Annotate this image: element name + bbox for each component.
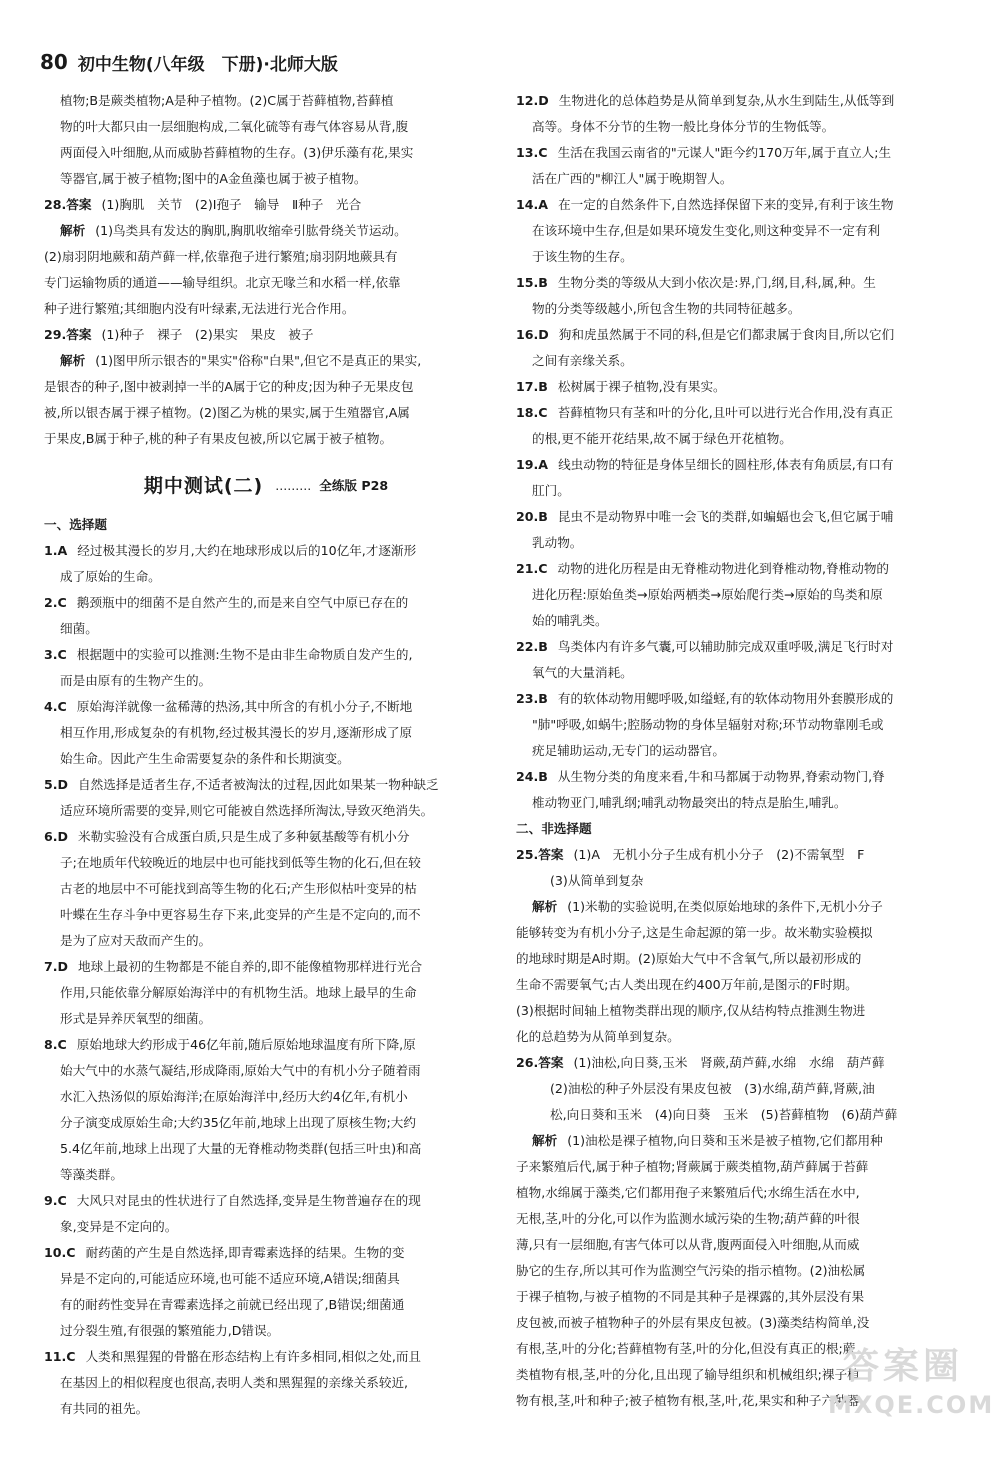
text-line — [44, 798, 488, 824]
right-column — [516, 88, 964, 1414]
line-text: 化的总趋势为从简单到复杂。 — [516, 1029, 680, 1044]
line-text: 有根,茎,叶的分化;苔藓植物有茎,叶的分化,但没有真正的根;蕨 — [516, 1341, 856, 1356]
line-text: 种子进行繁殖;其细胞内没有叶绿素,无法进行光合作用。 — [44, 301, 355, 316]
line-text: 生命不需要氧气;古人类出现在约400万年前,是图示的F时期。 — [516, 977, 858, 992]
text-line — [516, 530, 964, 556]
text-line — [516, 686, 964, 712]
line-text: 5.4亿年前,地球上出现了大量的无脊椎动物类群(包括三叶虫)和高 — [60, 1141, 422, 1156]
watermark-text-url: MXQE.COM — [828, 1391, 995, 1419]
item-label: 17.B — [516, 379, 548, 394]
section-name: 期中测试(二) — [143, 475, 264, 497]
text-line — [516, 738, 964, 764]
text-line — [516, 842, 964, 868]
line-text: 狗和虎虽然属于不同的科,但是它们都隶属于食肉目,所以它们 — [558, 327, 895, 342]
item-label: 21.C — [516, 561, 548, 576]
line-text: 专门运输物质的通道——输导组织。北京无喙兰和水稻一样,依靠 — [44, 275, 401, 290]
item-label: 19.A — [516, 457, 549, 472]
text-line — [516, 1050, 964, 1076]
line-text: 苔藓植物只有茎和叶的分化,且叶可以进行光合作用,没有真正 — [557, 405, 894, 420]
line-text: 的地球时期是A时期。(2)原始大气中不含氧气,所以最初形成的 — [516, 951, 862, 966]
line-text: (3)根据时间轴上植物类群出现的顺序,仅从结构特点推测生物进 — [516, 1003, 866, 1018]
watermark-text-cn: 答案圈 — [842, 1346, 963, 1387]
item-label: 1.A — [44, 543, 68, 558]
line-text: 成了原始的生命。 — [60, 569, 161, 584]
text-line — [516, 1284, 964, 1310]
item-label: 10.C — [44, 1245, 76, 1260]
line-text: 等藻类群。 — [60, 1167, 123, 1182]
text-line — [44, 876, 488, 902]
line-text: 生活在我国云南省的"元谋人"距今约170万年,属于直立人;生 — [557, 145, 892, 160]
text-line — [44, 928, 488, 954]
book-title: 初中生物(八年级 下册)·北师大版 — [77, 54, 338, 75]
line-text: 相互作用,形成复杂的有机物,经过极其漫长的岁月,逐渐形成了原 — [60, 725, 413, 740]
line-text: 昆虫不是动物界中唯一会飞的类群,如蝙蝠也会飞,但它属于哺 — [557, 509, 894, 524]
item-label: 20.B — [516, 509, 548, 524]
line-text: 大风只对昆虫的性状进行了自然选择,变异是生物普遍存在的现 — [76, 1193, 421, 1208]
item-label: 23.B — [516, 691, 548, 706]
item-label: 11.C — [44, 1349, 76, 1364]
text-line — [516, 270, 964, 296]
line-text: 鸟类体内有许多气囊,可以辅助肺完成双重呼吸,满足飞行时对 — [557, 639, 894, 654]
text-line — [44, 1292, 488, 1318]
line-text: (2)扇羽阴地蕨和葫芦藓一样,依靠孢子进行繁殖;扇羽阴地蕨具有 — [44, 249, 398, 264]
text-line — [44, 720, 488, 746]
item-label: 16.D — [516, 327, 549, 342]
page-header — [40, 44, 960, 80]
text-line — [44, 1318, 488, 1344]
text-line — [516, 712, 964, 738]
line-text: 在该环境中生存,但是如果环境发生变化,则这种变异不一定有利 — [532, 223, 881, 238]
text-line — [516, 166, 964, 192]
line-text: 原始地球大约形成于46亿年前,随后原始地球温度有所下降,原 — [76, 1037, 416, 1052]
line-text: 植物;B是蕨类植物;A是种子植物。(2)C属于苔藓植物,苔藓植 — [60, 93, 394, 108]
line-text: 经过极其漫长的岁月,大约在地球形成以后的10亿年,才逐渐形 — [77, 543, 417, 558]
text-line — [516, 88, 964, 114]
text-line — [44, 218, 488, 244]
text-line — [44, 374, 488, 400]
text-line — [516, 1310, 964, 1336]
item-label: 9.C — [44, 1193, 67, 1208]
text-line — [44, 1370, 488, 1396]
item-label: 29.答案 — [44, 327, 92, 342]
text-line — [516, 452, 964, 478]
line-text: 肛门。 — [532, 483, 570, 498]
text-line — [44, 538, 488, 564]
text-line — [44, 772, 488, 798]
item-label: 7.D — [44, 959, 69, 974]
line-text: 椎动物亚门,哺乳纲;哺乳动物最突出的特点是胎生,哺乳。 — [532, 795, 847, 810]
text-line — [516, 504, 964, 530]
watermark-logo — [828, 1344, 995, 1434]
line-text: 耐药菌的产生是自然选择,即青霉素选择的结果。生物的变 — [85, 1245, 405, 1260]
line-text: 于该生物的生存。 — [532, 249, 633, 264]
left-column — [44, 88, 488, 1422]
text-line — [44, 564, 488, 590]
line-text: (3)从简单到复杂 — [550, 873, 644, 888]
choice-heading: 一、选择题 — [44, 517, 107, 532]
line-text: (1)油松是裸子植物,向日葵和玉米是被子植物,它们都用种 — [567, 1133, 883, 1148]
text-line — [516, 582, 964, 608]
text-line — [516, 322, 964, 348]
text-line — [44, 954, 488, 980]
text-line — [44, 1266, 488, 1292]
line-text: 异是不定向的,可能适应环境,也可能不适应环境,A错误;细菌具 — [60, 1271, 400, 1286]
text-line — [516, 114, 964, 140]
text-line — [44, 1006, 488, 1032]
line-text: 被,所以银杏属于裸子植物。(2)图乙为桃的果实,属于生殖器官,A属 — [44, 405, 410, 420]
item-label: 2.C — [44, 595, 67, 610]
line-text: 进化历程:原始鱼类→原始两栖类→原始爬行类→原始的鸟类和原 — [532, 587, 883, 602]
item-label: 24.B — [516, 769, 548, 784]
line-text: 疣足辅助运动,无专门的运动器官。 — [532, 743, 725, 758]
line-text: 作用,只能依靠分解原始海洋中的有机物生活。地球上最早的生命 — [60, 985, 417, 1000]
line-text: 氧气的大量消耗。 — [532, 665, 633, 680]
text-line — [44, 348, 488, 374]
text-line — [516, 1232, 964, 1258]
line-text: 胁它的生存,所以其可作为监测空气污染的指示植物。(2)油松属 — [516, 1263, 866, 1278]
text-line — [44, 426, 488, 452]
text-line — [516, 478, 964, 504]
line-text: 水汇入热汤似的原始海洋;在原始海洋中,经历大约4亿年,有机小 — [60, 1089, 408, 1104]
text-line — [516, 556, 964, 582]
line-text: 有共同的祖先。 — [60, 1401, 149, 1416]
text-line — [516, 1180, 964, 1206]
page-number: 80 — [40, 50, 68, 74]
text-line — [44, 192, 488, 218]
line-text: 有的软体动物用鳃呼吸,如缢蛏,有的软体动物用外套膜形成的 — [557, 691, 894, 706]
text-line — [516, 218, 964, 244]
text-line — [516, 1154, 964, 1180]
text-line — [516, 374, 964, 400]
item-label: 12.D — [516, 93, 549, 108]
line-text: 地球上最初的生物都是不能自养的,即不能像植物那样进行光合 — [78, 959, 423, 974]
text-line — [44, 590, 488, 616]
line-text: 始大气中的水蒸气凝结,形成降雨,原始大气中的有机小分子随着雨 — [60, 1063, 421, 1078]
line-text: 原始海洋就像一盆稀薄的热汤,其中所含的有机小分子,不断地 — [76, 699, 413, 714]
line-text: 适应环境所需要的变异,则它可能被自然选择所淘汰,导致灭绝消失。 — [60, 803, 434, 818]
line-text: 高等。身体不分节的生物一般比身体分节的生物低等。 — [532, 119, 835, 134]
line-text: 分子演变成原始生命;大约35亿年前,地球上出现了原核生物;大约 — [60, 1115, 416, 1130]
text-line — [44, 1240, 488, 1266]
line-text: (1)米勒的实验说明,在类似原始地球的条件下,无机小分子 — [567, 899, 883, 914]
item-label: 13.C — [516, 145, 548, 160]
text-line — [44, 1136, 488, 1162]
item-label: 15.B — [516, 275, 548, 290]
line-text: 薄,只有一层细胞,有害气体可以从背,腹两面侵入叶细胞,从而威 — [516, 1237, 860, 1252]
text-line — [44, 824, 488, 850]
text-line — [44, 642, 488, 668]
item-label: 5.D — [44, 777, 69, 792]
line-text: 物有根,茎,叶和种子;被子植物有根,茎,叶,花,果实和种子六种器 — [516, 1393, 860, 1408]
line-text: (1)种子 裸子 (2)果实 果皮 被子 — [101, 327, 314, 342]
line-text: 有的耐药性变异在青霉素选择之前就已经出现了,B错误;细菌通 — [60, 1297, 405, 1312]
item-label: 解析 — [60, 353, 86, 368]
line-text: 古老的地层中不可能找到高等生物的化石;产生形似枯叶变异的枯 — [60, 881, 417, 896]
text-line — [44, 746, 488, 772]
item-label: 25.答案 — [516, 847, 564, 862]
nonchoice-heading: 二、非选择题 — [516, 821, 592, 836]
item-label: 解析 — [532, 1133, 558, 1148]
text-line — [516, 1258, 964, 1284]
text-line — [44, 88, 488, 114]
text-line — [44, 1084, 488, 1110]
line-text: 活在广西的"柳江人"属于晚期智人。 — [532, 171, 733, 186]
section-title — [44, 460, 488, 512]
text-line — [516, 426, 964, 452]
line-text: (1)图甲所示银杏的"果实"俗称"白果",但它不是真正的果实, — [95, 353, 422, 368]
item-label: 解析 — [60, 223, 86, 238]
text-line — [44, 1110, 488, 1136]
line-text: 植物,水绵属于藻类,它们都用孢子来繁殖后代;水绵生活在水中, — [516, 1185, 860, 1200]
text-line — [516, 790, 964, 816]
text-line — [516, 192, 964, 218]
text-line — [44, 322, 488, 348]
line-text: (1)鸟类具有发达的胸肌,胸肌收缩牵引肱骨绕关节运动。 — [95, 223, 407, 238]
line-text: 两面侵入叶细胞,从而威胁苔藓植物的生存。(3)伊乐藻有花,果实 — [60, 145, 414, 160]
text-line — [516, 868, 964, 894]
line-text: 象,变异是不定向的。 — [60, 1219, 178, 1234]
line-text: 线虫动物的特征是身体呈细长的圆柱形,体表有角质层,有口有 — [558, 457, 894, 472]
line-text: 细菌。 — [60, 621, 98, 636]
text-line — [516, 998, 964, 1024]
text-line — [516, 1024, 964, 1050]
text-line — [44, 1032, 488, 1058]
text-line — [516, 764, 964, 790]
line-text: 能够转变为有机小分子,这是生命起源的第一步。故米勒实验模拟 — [516, 925, 873, 940]
text-line — [44, 1396, 488, 1422]
line-text: 乳动物。 — [532, 535, 583, 550]
line-text: 人类和黑猩猩的骨骼在形态结构上有许多相同,相似之处,而且 — [85, 1349, 422, 1364]
text-line — [516, 296, 964, 322]
line-text: 是银杏的种子,图中被剥掉一半的A属于它的种皮;因为种子无果皮包 — [44, 379, 414, 394]
line-text: "肺"呼吸,如蜗牛;腔肠动物的身体呈辐射对称;环节动物靠刚毛或 — [532, 717, 884, 732]
line-text: 物的分类等级越小,所包含生物的共同特征越多。 — [532, 301, 801, 316]
line-text: 无根,茎,叶的分化,可以作为监测水域污染的生物;葫芦藓的叶很 — [516, 1211, 860, 1226]
text-line — [516, 608, 964, 634]
text-line — [44, 114, 488, 140]
text-line — [516, 140, 964, 166]
item-label: 18.C — [516, 405, 548, 420]
text-line — [44, 270, 488, 296]
line-text: 而是由原有的生物产生的。 — [60, 673, 212, 688]
text-line — [516, 348, 964, 374]
line-text: 动物的进化历程是由无脊椎动物进化到脊椎动物,脊椎动物的 — [557, 561, 890, 576]
line-text: 皮包被,而被子植物种子的外层有果皮包被。(3)藻类结构简单,没 — [516, 1315, 870, 1330]
line-text: 于裸子植物,与被子植物的不同是其种子是裸露的,其外层没有果 — [516, 1289, 865, 1304]
text-line — [44, 140, 488, 166]
line-text: 根据题中的实验可以推测:生物不是由非生命物质自发产生的, — [76, 647, 413, 662]
text-line — [44, 902, 488, 928]
text-line — [44, 1344, 488, 1370]
item-label: 14.A — [516, 197, 549, 212]
text-line — [516, 920, 964, 946]
line-text: (2)油松的种子外层没有果皮包被 (3)水绵,葫芦藓,肾蕨,油 — [550, 1081, 875, 1096]
line-text: 自然选择是适者生存,不适者被淘汰的过程,因此如果某一物种缺乏 — [78, 777, 439, 792]
text-line — [516, 400, 964, 426]
line-text: 于果皮,B属于种子,桃的种子有果皮包被,所以它属于被子植物。 — [44, 431, 393, 446]
text-line — [516, 1102, 964, 1128]
text-line — [44, 244, 488, 270]
text-line — [516, 946, 964, 972]
line-text: (1)A 无机小分子生成有机小分子 (2)不需氧型 F — [573, 847, 865, 862]
line-text: 鹅颈瓶中的细菌不是自然产生的,而是来自空气中原已存在的 — [76, 595, 409, 610]
text-line — [44, 668, 488, 694]
section-reference: 全练版 P28 — [319, 478, 389, 493]
item-label: 8.C — [44, 1037, 67, 1052]
line-text: 的根,更不能开花结果,故不属于绿色开花植物。 — [532, 431, 792, 446]
item-label: 解析 — [532, 899, 558, 914]
line-text: 始的哺乳类。 — [532, 613, 608, 628]
item-label: 28.答案 — [44, 197, 92, 212]
item-label: 26.答案 — [516, 1055, 564, 1070]
leader-dots: ……… — [275, 479, 312, 493]
line-text: 等器官,属于被子植物;图中的A金鱼藻也属于被子植物。 — [60, 171, 367, 186]
text-line — [44, 980, 488, 1006]
text-line — [516, 1206, 964, 1232]
text-line — [44, 616, 488, 642]
text-line — [44, 1058, 488, 1084]
text-line — [516, 634, 964, 660]
text-line — [44, 1162, 488, 1188]
line-text: (1)胸肌 关节 (2)Ⅰ孢子 输导 Ⅱ种子 光合 — [101, 197, 362, 212]
text-line — [44, 296, 488, 322]
item-label: 3.C — [44, 647, 67, 662]
line-text: (1)油松,向日葵,玉米 肾蕨,葫芦藓,水绵 水绵 葫芦藓 — [573, 1055, 885, 1070]
line-text: 松,向日葵和玉米 (4)向日葵 玉米 (5)苔藓植物 (6)葫芦藓 — [550, 1107, 898, 1122]
text-line — [44, 850, 488, 876]
line-text: 在一定的自然条件下,自然选择保留下来的变异,有利于该生物 — [558, 197, 894, 212]
line-text: 在基因上的相似程度也很高,表明人类和黑猩猩的亲缘关系较近, — [60, 1375, 409, 1390]
item-label: 22.B — [516, 639, 548, 654]
line-text: 过分裂生殖,有很强的繁殖能力,D错误。 — [60, 1323, 280, 1338]
line-text: 类植物有根,茎,叶的分化,且出现了输导组织和机械组织;裸子植 — [516, 1367, 860, 1382]
line-text: 叶蝶在生存斗争中更容易生存下来,此变异的产生是不定向的,而不 — [60, 907, 421, 922]
line-text: 生物进化的总体趋势是从简单到复杂,从水生到陆生,从低等到 — [558, 93, 895, 108]
line-text: 米勒实验没有合成蛋白质,只是生成了多种氨基酸等有机小分 — [78, 829, 410, 844]
text-line — [516, 244, 964, 270]
text-line — [516, 972, 964, 998]
text-line — [44, 400, 488, 426]
text-line — [516, 660, 964, 686]
line-text: 是为了应对天敌而产生的。 — [60, 933, 212, 948]
line-text: 始生命。因此产生生命需要复杂的条件和长期演变。 — [60, 751, 350, 766]
text-line — [44, 1214, 488, 1240]
item-label: 4.C — [44, 699, 67, 714]
line-text: 松树属于裸子植物,没有果实。 — [557, 379, 726, 394]
line-text: 物的叶大都只由一层细胞构成,二氧化硫等有毒气体容易从背,腹 — [60, 119, 409, 134]
line-text: 子;在地质年代较晚近的地层中也可能找到低等生物的化石,但在较 — [60, 855, 421, 870]
text-line — [516, 894, 964, 920]
line-text: 生物分类的等级从大到小依次是:界,门,纲,目,科,属,种。生 — [557, 275, 876, 290]
line-text: 形式是异养厌氧型的细菌。 — [60, 1011, 212, 1026]
item-label: 6.D — [44, 829, 69, 844]
text-line — [516, 1076, 964, 1102]
line-text: 从生物分类的角度来看,牛和马都属于动物界,脊索动物门,脊 — [557, 769, 885, 784]
text-line — [44, 166, 488, 192]
text-line — [516, 1128, 964, 1154]
line-text: 子来繁殖后代,属于种子植物;肾蕨属于蕨类植物,葫芦藓属于苔藓 — [516, 1159, 869, 1174]
text-line — [44, 694, 488, 720]
line-text: 之间有亲缘关系。 — [532, 353, 633, 368]
text-line — [44, 1188, 488, 1214]
